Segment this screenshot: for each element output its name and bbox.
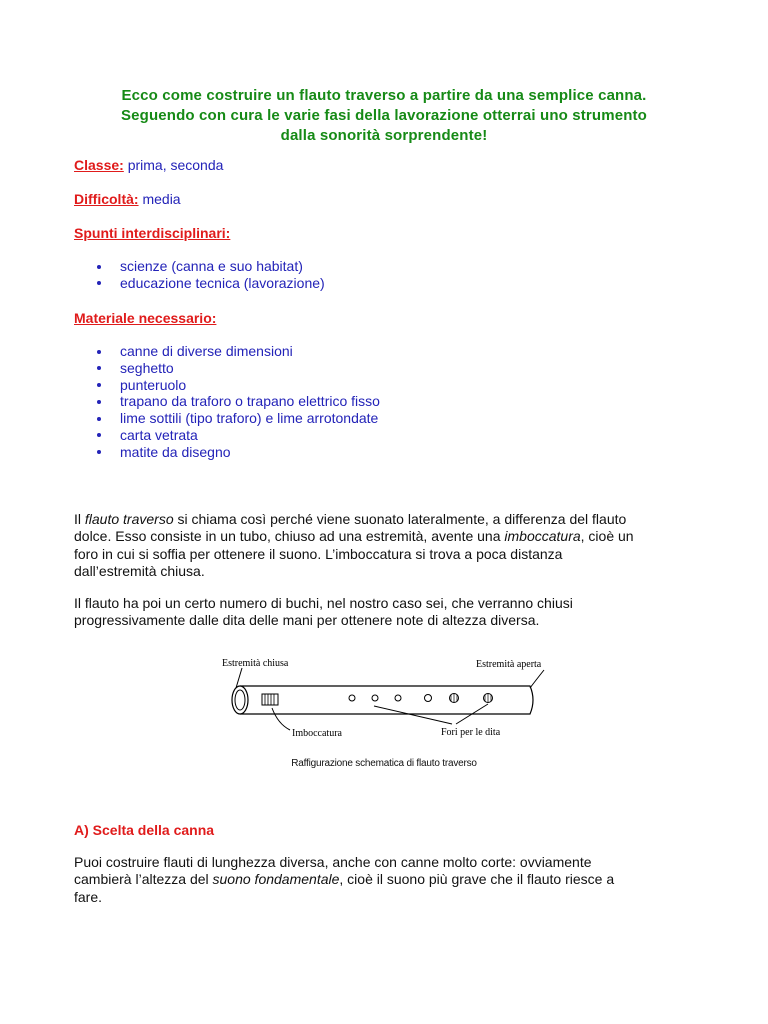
- list-item: lime sottili (tipo traforo) e lime arrotondate: [96, 410, 380, 427]
- difficolta-field: [74, 191, 181, 208]
- finger-hole-3: [395, 695, 401, 701]
- paragraph-line: progressivamente dalle dita delle mani per ottenere note di altezza diversa.: [74, 612, 540, 629]
- emphasis-text: flauto traverso: [84, 511, 174, 527]
- label-mouthpiece: Imboccatura: [292, 728, 342, 739]
- paragraph-line: [74, 528, 714, 545]
- classe-field: [74, 157, 223, 174]
- intro-line-2: Seguendo con cura le varie fasi della lavorazione otterrai uno strumento: [121, 107, 647, 124]
- section-a-heading: A) Scelta della canna: [74, 822, 215, 838]
- intro-line-1: Ecco come costruire un flauto traverso a partire da una semplice canna.: [121, 87, 647, 104]
- paragraph-line: [74, 511, 714, 528]
- paragraph-line: Puoi costruire flauti di lunghezza diversa, anche con canne molto corte: ovviamente: [74, 854, 592, 870]
- list-item: canne di diverse dimensioni: [96, 343, 380, 360]
- list-item: carta vetrata: [96, 427, 380, 444]
- paragraph-line: Il flauto ha poi un certo numero di buchi, nel nostro caso sei, che verranno chiusi: [74, 595, 573, 611]
- label-closed-end: Estremità chiusa: [222, 658, 289, 669]
- finger-hole-2: [372, 695, 378, 701]
- pointer-hole-a: [374, 706, 452, 724]
- paragraph-line: foro in cui si soffia per ottenere il suono. L’imboccatura si trova a poca distanza: [74, 545, 563, 562]
- paragraph-line: fare.: [74, 888, 103, 905]
- finger-hole-1: [349, 695, 355, 701]
- intro-line-3: dalla sonorità sorprendente!: [280, 127, 488, 144]
- text-span: si chiama così perché viene suonato lateralmente, a differenza del flauto: [173, 511, 627, 527]
- paragraph-buchi: [74, 595, 714, 630]
- label-finger-holes: Fori per le dita: [441, 727, 501, 738]
- text-span: , cioè il suono più grave che il flauto riesce a: [339, 871, 615, 888]
- text-span: , cioè un: [580, 528, 634, 545]
- difficolta-label: Difficoltà:: [74, 191, 139, 207]
- materiale-list: [96, 343, 380, 461]
- pointer-mouthpiece: [272, 708, 290, 730]
- emphasis-text: imboccatura: [504, 528, 581, 545]
- diagram-caption: Raffigurazione schematica di flauto traverso: [291, 758, 477, 769]
- spunti-heading: Spunti interdisciplinari:: [74, 225, 231, 241]
- mouthpiece-hole: [262, 694, 278, 705]
- text-span: cambierà l’altezza del: [74, 871, 213, 888]
- list-item: seghetto: [96, 360, 380, 377]
- flute-diagram: [218, 652, 558, 748]
- list-item: trapano da traforo o trapano elettrico fisso: [96, 393, 380, 410]
- emphasis-text: suono fondamentale: [212, 871, 340, 888]
- text-span: Il: [74, 511, 85, 527]
- list-item: educazione tecnica (lavorazione): [96, 275, 325, 292]
- paragraph-scelta-canna: [74, 854, 714, 906]
- list-item: punteruolo: [96, 377, 380, 394]
- difficolta-value: media: [142, 191, 181, 207]
- paragraph-flauto-traverso: [74, 511, 714, 581]
- materiale-heading: Materiale necessario:: [74, 310, 217, 326]
- finger-hole-4: [425, 695, 432, 702]
- list-item: scienze (canna e suo habitat): [96, 258, 325, 275]
- classe-label: Classe:: [74, 157, 124, 173]
- pointer-closed-end: [236, 668, 242, 688]
- intro-heading: [60, 86, 708, 146]
- paragraph-line: dall’estremità chiusa.: [74, 563, 205, 580]
- label-open-end: Estremità aperta: [476, 659, 542, 670]
- pointer-open-end: [530, 670, 544, 688]
- text-span: dolce. Esso consiste in un tubo, chiuso ad una estremità, avente una: [74, 528, 505, 545]
- spunti-list: [96, 258, 325, 292]
- classe-value: prima, seconda: [127, 157, 224, 173]
- paragraph-line: [74, 871, 714, 888]
- list-item: matite da disegno: [96, 444, 380, 461]
